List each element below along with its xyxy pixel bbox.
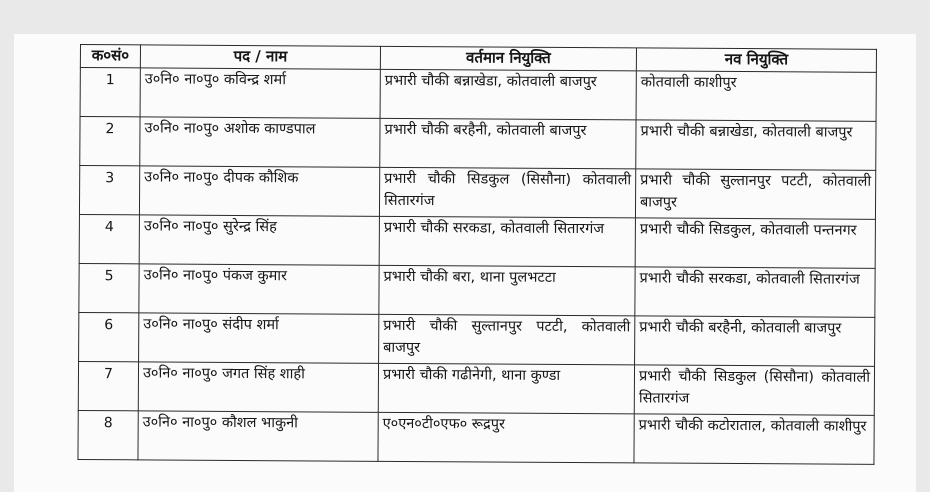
row-serial-number: 4 xyxy=(79,214,139,263)
row-new-posting: कोतवाली काशीपुर xyxy=(636,71,876,121)
table-row xyxy=(78,361,874,415)
row-serial-number: 5 xyxy=(79,263,139,312)
table-row xyxy=(80,68,876,122)
header-post-name: पद / नाम xyxy=(140,45,380,69)
row-new-posting: प्रभारी चौकी सिडकुल, कोतवाली पन्तनगर xyxy=(635,218,875,268)
row-current-posting: प्रभारी चौकी सिडकुल (सिसौना) कोतवाली सितारगंज xyxy=(379,167,635,218)
row-current-posting: प्रभारी चौकी सुल्तानपुर पटटी, कोतवाली बाजपुर xyxy=(379,314,635,365)
table-row xyxy=(79,312,875,366)
row-officer-name: उ०नि० ना०पु० कविन्द्र शर्मा xyxy=(140,68,380,118)
row-serial-number: 1 xyxy=(80,68,140,117)
row-serial-number: 2 xyxy=(80,117,140,166)
posting-table xyxy=(77,44,877,465)
row-new-posting: प्रभारी चौकी सिडकुल (सिसौना) कोतवाली सितारगंज xyxy=(634,365,874,415)
document-page xyxy=(14,34,916,492)
row-serial-number: 7 xyxy=(78,361,138,410)
row-serial-number: 6 xyxy=(79,312,139,361)
header-new-posting: नव नियुक्ति xyxy=(636,48,876,72)
row-current-posting: प्रभारी चौकी बरहैनी, कोतवाली बाजपुर xyxy=(380,118,636,169)
row-new-posting: प्रभारी चौकी सुल्तानपुर पटटी, कोतवाली बाजपुर xyxy=(635,169,875,219)
table-row xyxy=(78,410,874,464)
header-current-posting: वर्तमान नियुक्ति xyxy=(380,46,636,71)
row-officer-name: उ०नि० ना०पु० संदीप शर्मा xyxy=(139,313,379,363)
row-officer-name: उ०नि० ना०पु० जगत सिंह शाही xyxy=(138,362,378,412)
row-current-posting: प्रभारी चौकी बरा, थाना पुलभटटा xyxy=(379,265,635,316)
row-officer-name: उ०नि० ना०पु० पंकज कुमार xyxy=(139,264,379,314)
table-row xyxy=(79,214,875,268)
header-serial-number: क०सं० xyxy=(80,45,140,68)
row-serial-number: 8 xyxy=(78,410,138,459)
row-new-posting: प्रभारी चौकी बन्नाखेडा, कोतवाली बाजपुर xyxy=(636,120,876,170)
row-officer-name: उ०नि० ना०पु० कौशल भाकुनी xyxy=(138,411,378,461)
row-officer-name: उ०नि० ना०पु० अशोक काण्डपाल xyxy=(140,117,380,167)
row-current-posting: प्रभारी चौकी गढीनेगी, थाना कुण्डा xyxy=(378,363,634,414)
row-current-posting: ए०एन०टी०एफ० रूद्रपुर xyxy=(378,412,634,463)
row-serial-number: 3 xyxy=(79,166,139,215)
row-officer-name: उ०नि० ना०पु० सुरेन्द्र सिंह xyxy=(139,215,379,265)
table-row xyxy=(80,117,876,171)
row-new-posting: प्रभारी चौकी कटोराताल, कोतवाली काशीपुर xyxy=(634,414,874,464)
table-row xyxy=(79,166,875,220)
row-current-posting: प्रभारी चौकी बन्नाखेडा, कोतवाली बाजपुर xyxy=(380,69,636,120)
row-new-posting: प्रभारी चौकी सरकडा, कोतवाली सितारगंज xyxy=(635,267,875,317)
row-officer-name: उ०नि० ना०पु० दीपक कौशिक xyxy=(139,166,379,216)
row-current-posting: प्रभारी चौकी सरकडा, कोतवाली सितारगंज xyxy=(379,216,635,267)
table-row xyxy=(79,263,875,317)
row-new-posting: प्रभारी चौकी बरहैनी, कोतवाली बाजपुर xyxy=(635,316,875,366)
